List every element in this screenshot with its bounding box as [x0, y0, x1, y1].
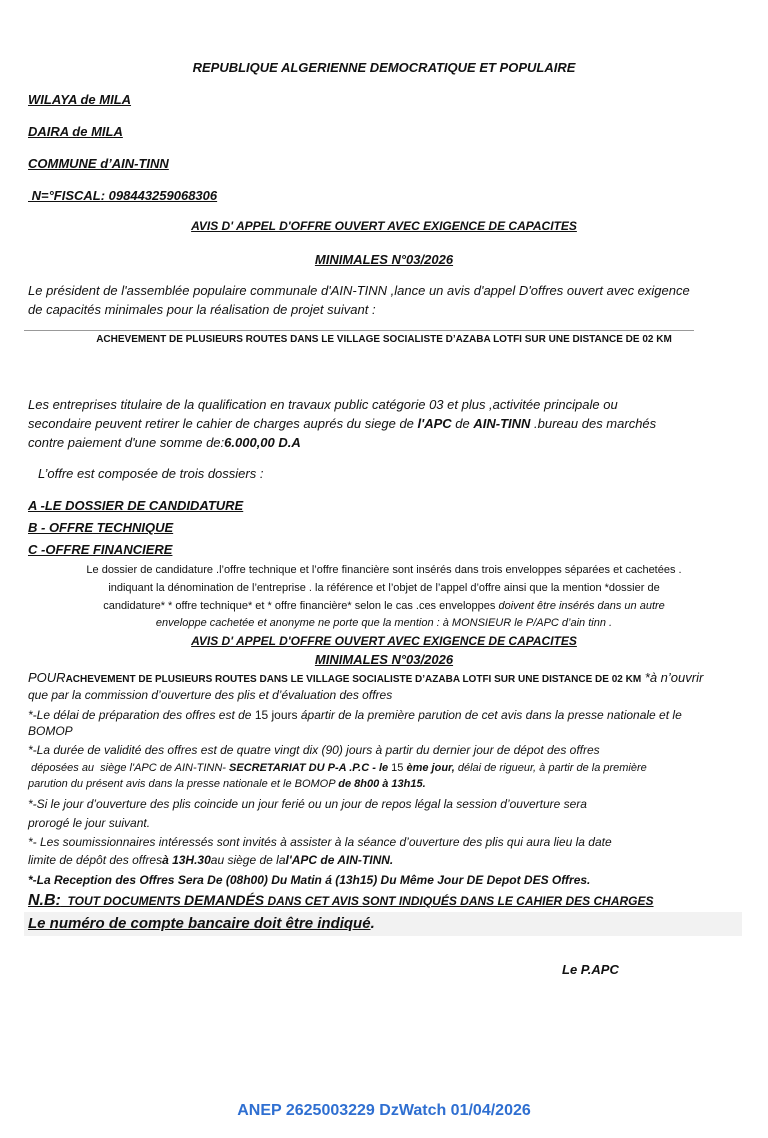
parution-line: parution du présent avis dans la presse nationale et le BOMOP de 8h00 à 13h15. [28, 778, 426, 790]
nb-line: N.B: TOUT DOCUMENTS DEMANDÉS DANS CET AVIS SONT INDIQUÉS DANS LE CAHIER DES CHARGES [28, 892, 654, 909]
envelopes-line1: Le dossier de candidature .l’offre technique et l’offre financière sont insérés dans trois enveloppes séparées et cachetées . [86, 564, 682, 576]
republic-title: REPUBLIQUE ALGERIENNE DEMOCRATIQUE ET POPULAIRE [192, 60, 576, 75]
apc-label: l'APC [417, 416, 452, 431]
intro-line2: de capacités minimales pour la réalisation de projet suivant : [28, 302, 376, 317]
notice-title2-line1: AVIS D' APPEL D'OFFRE OUVERT AVEC EXIGENCE DE CAPACITES [191, 634, 577, 648]
invite-line1: *- Les soumissionnaires intéressés sont invités à assister à la séance d’ouverture des plis qui aura lieu la date [28, 835, 612, 849]
composition-line: L’offre est composée de trois dossiers : [38, 466, 264, 481]
delai-line: *-Le délai de préparation des offres est de 15 jours ápartir de la première parution de cet avis dans la presse nationale et le [28, 708, 682, 722]
dossier-a: A -LE DOSSIER DE CANDIDATURE [28, 498, 244, 513]
ferie-line1: *-Si le jour d’ouverture des plis coincide un jour ferié ou un jour de repos légal la session d’ouverture sera [28, 797, 587, 811]
ferie-line2: prorogé le jour suivant. [28, 816, 151, 830]
notice-title-line2: MINIMALES N°03/2026 [314, 252, 454, 267]
daira-line: DAIRA de MILA [28, 124, 123, 139]
fiscal-number: N=°FISCAL: 098443259068306 [28, 188, 218, 203]
envelopes-line4: enveloppe cachetée et anonyme ne porte que la mention : à MONSIEUR le P/APC d’ain tinn . [155, 617, 613, 629]
envelopes-line3: candidature* * offre technique* et * offre financière* selon le cas .ces enveloppes doivent être insérés dans un autre [103, 600, 665, 612]
eligibility-line2: secondaire peuvent retirer le cahier de charges auprés du siege de l'APC de AIN-TINN .bureau des marchés [28, 416, 657, 431]
separator-rule [24, 330, 694, 331]
reception-line: *-La Reception des Offres Sera De (08h00) Du Matin á (13h15) Du Même Jour DE Depot DES Offres. [28, 873, 591, 887]
depot-line: déposées au siège l'APC de AIN-TINN- SECRETARIAT DU P-A .P.C - le 15 ème jour, délai de rigueur, à partir de la première [28, 762, 647, 774]
validite-line: *-La durée de validité des offres est de quatre vingt dix (90) jours à partir du dernier jour de dépot des offres [28, 743, 600, 757]
bank-line: Le numéro de compte bancaire doit être indiqué. [28, 915, 375, 932]
eligibility-line3: contre paiement d'une somme de:6.000,00 D.A [28, 435, 301, 450]
intro-line1: Le président de l'assemblée populaire communale d'AIN-TINN ,lance un avis d'appel D'offres ouvert avec exigence [28, 283, 690, 298]
eligibility-line1: Les entreprises titulaire de la qualification en travaux public catégorie 03 et plus ,activitée principale ou [28, 397, 618, 412]
dossier-c: C -OFFRE FINANCIERE [28, 542, 173, 557]
signature: Le P.APC [562, 962, 619, 977]
notice-title2-line2: MINIMALES N°03/2026 [314, 652, 454, 667]
conditions-line1: POURACHEVEMENT DE PLUSIEURS ROUTES DANS LE VILLAGE SOCIALISTE D’AZABA LOTFI SUR UNE DISTANCE DE 02 KM *à n’ouvrir [28, 670, 704, 685]
dossier-b: B - OFFRE TECHNIQUE [28, 520, 174, 535]
envelopes-line2: indiquant la dénomination de l’entreprise . la référence et l’objet de l’appel d’offre ainsi que la mention *dossier de [108, 582, 660, 594]
bomop-line: BOMOP [28, 724, 73, 738]
commune-line: COMMUNE d’AIN-TINN [28, 156, 169, 171]
notice-title-line1: AVIS D' APPEL D'OFFRE OUVERT AVEC EXIGENCE DE CAPACITES [191, 219, 577, 233]
fee-amount: 6.000,00 D.A [224, 435, 301, 450]
ain-tinn-label: AIN-TINN [473, 416, 531, 431]
invite-line2: limite de dépôt des offresà 13H.30au siège de lal'APC de AIN-TINN. [28, 853, 394, 867]
project-name: ACHEVEMENT DE PLUSIEURS ROUTES DANS LE VILLAGE SOCIALISTE D’AZABA LOTFI SUR UNE DISTANCE DE 02 KM [96, 334, 672, 345]
anep-footer: ANEP 2625003229 DzWatch 01/04/2026 [237, 1102, 531, 1119]
nb-label: N.B: [28, 892, 61, 909]
conditions-line2: que par la commission d’ouverture des plis et d’évaluation des offres [28, 688, 393, 702]
wilaya-line: WILAYA de MILA [28, 92, 132, 107]
